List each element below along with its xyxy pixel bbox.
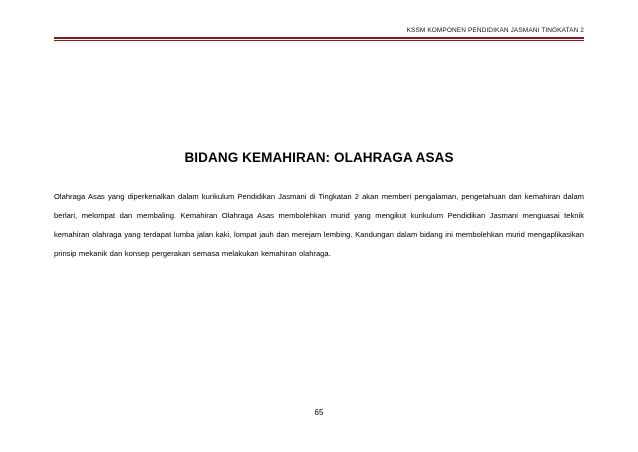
page-number: 65 — [314, 408, 324, 417]
header-rule-thick — [54, 37, 584, 39]
header-rule-thin — [54, 40, 584, 41]
section-title: BIDANG KEMAHIRAN: OLAHRAGA ASAS — [184, 150, 454, 165]
running-header: KSSM KOMPONEN PENDIDIKAN JASMANI TINGKATAN 2 — [406, 27, 584, 34]
body-paragraph: Olahraga Asas yang diperkenalkan dalam kurikulum Pendidikan Jasmani di Tingkatan 2 akan memberi pengalaman, pengetahuan dan kemahiran dalam berlari, melompat dan membaling. Kemahiran Olahraga Asas membolehkan murid yang mengikut kurikulum Pendidikan Jasmani menguasai teknik kemahiran olahraga yang terdapat lumba jalan kaki, lompat jauh dan merejam lembing. Kandungan dalam bidang ini membolehkan murid mengaplikasikan prinsip mekanik dan konsep pergerakan semasa melakukan kemahiran olahraga. — [54, 192, 584, 258]
